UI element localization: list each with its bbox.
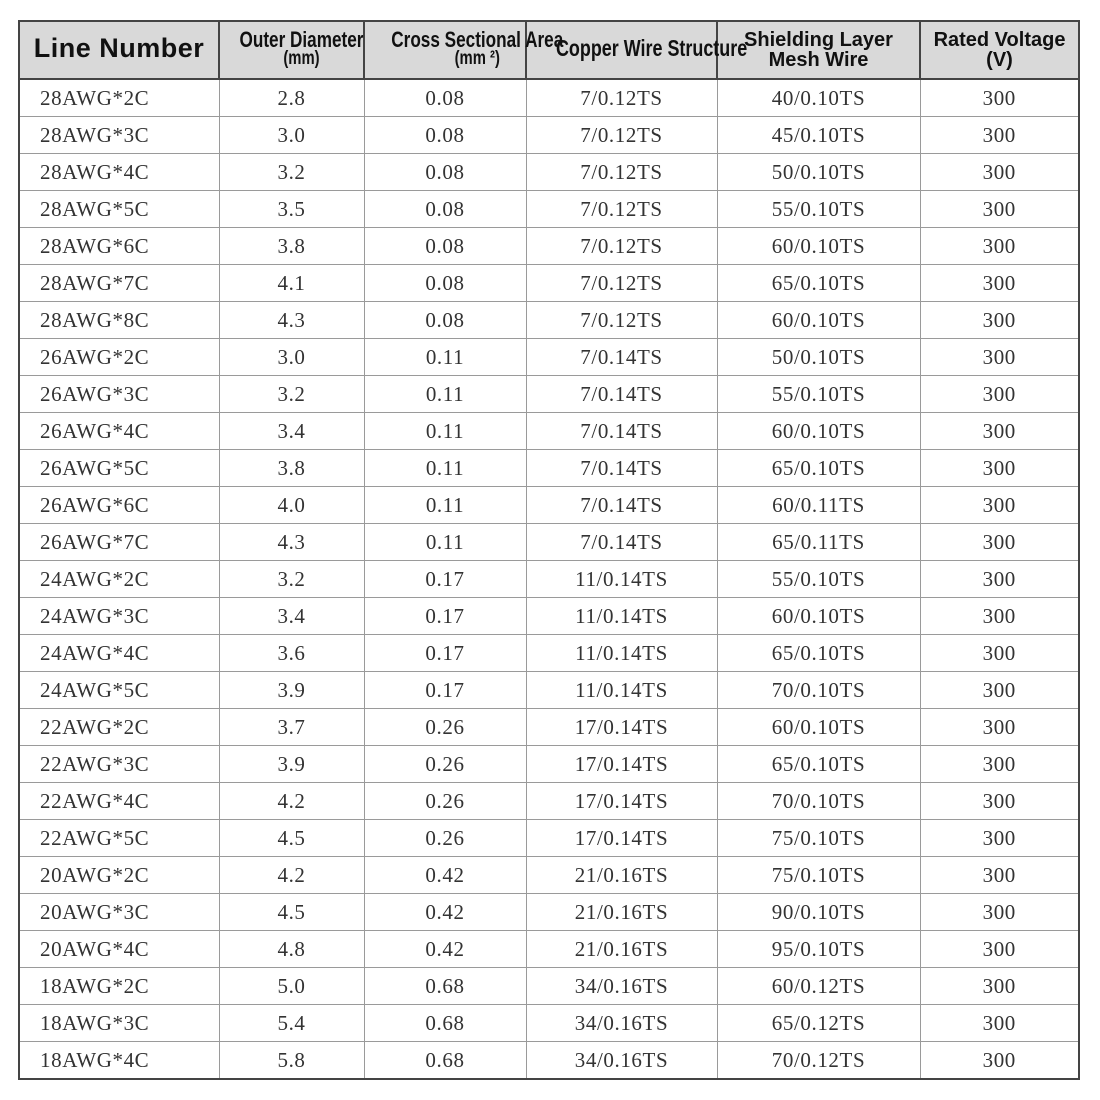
cross-section-cell: 0.26 xyxy=(364,746,526,783)
table-row xyxy=(19,79,1079,117)
rated-voltage-cell: 300 xyxy=(920,1042,1079,1080)
header-line-number xyxy=(19,21,219,79)
cross-section-cell: 0.08 xyxy=(364,79,526,117)
shielding-cell: 65/0.10TS xyxy=(717,746,920,783)
header-shielding-label-1: Shielding Layer xyxy=(744,29,893,51)
line-number-cell: 28AWG*6C xyxy=(19,228,219,265)
shielding-cell: 45/0.10TS xyxy=(717,117,920,154)
line-number-cell: 26AWG*3C xyxy=(19,376,219,413)
line-number-cell: 24AWG*5C xyxy=(19,672,219,709)
table-row xyxy=(19,191,1079,228)
cross-section-cell: 0.08 xyxy=(364,117,526,154)
rated-voltage-cell: 300 xyxy=(920,709,1079,746)
line-number-cell: 20AWG*3C xyxy=(19,894,219,931)
line-number-cell: 26AWG*4C xyxy=(19,413,219,450)
shielding-cell: 75/0.10TS xyxy=(717,857,920,894)
cross-section-cell: 0.08 xyxy=(364,265,526,302)
rated-voltage-cell: 300 xyxy=(920,968,1079,1005)
table-row xyxy=(19,746,1079,783)
outer-diameter-cell: 2.8 xyxy=(219,79,364,117)
rated-voltage-cell: 300 xyxy=(920,339,1079,376)
copper-structure-cell: 11/0.14TS xyxy=(526,561,717,598)
copper-structure-cell: 17/0.14TS xyxy=(526,783,717,820)
rated-voltage-cell: 300 xyxy=(920,857,1079,894)
shielding-cell: 60/0.10TS xyxy=(717,709,920,746)
table-body xyxy=(19,79,1079,1079)
shielding-cell: 70/0.10TS xyxy=(717,672,920,709)
outer-diameter-cell: 4.2 xyxy=(219,857,364,894)
shielding-cell: 75/0.10TS xyxy=(717,820,920,857)
shielding-cell: 50/0.10TS xyxy=(717,154,920,191)
rated-voltage-cell: 300 xyxy=(920,1005,1079,1042)
line-number-cell: 26AWG*7C xyxy=(19,524,219,561)
shielding-cell: 90/0.10TS xyxy=(717,894,920,931)
line-number-cell: 22AWG*2C xyxy=(19,709,219,746)
line-number-cell: 20AWG*4C xyxy=(19,931,219,968)
outer-diameter-cell: 5.0 xyxy=(219,968,364,1005)
outer-diameter-cell: 3.9 xyxy=(219,672,364,709)
copper-structure-cell: 17/0.14TS xyxy=(526,709,717,746)
shielding-cell: 55/0.10TS xyxy=(717,376,920,413)
cross-section-cell: 0.26 xyxy=(364,820,526,857)
shielding-cell: 70/0.12TS xyxy=(717,1042,920,1080)
table-row xyxy=(19,1042,1079,1080)
rated-voltage-cell: 300 xyxy=(920,746,1079,783)
copper-structure-cell: 7/0.12TS xyxy=(526,228,717,265)
shielding-cell: 60/0.10TS xyxy=(717,598,920,635)
copper-structure-cell: 11/0.14TS xyxy=(526,672,717,709)
outer-diameter-cell: 4.8 xyxy=(219,931,364,968)
cross-section-cell: 0.68 xyxy=(364,1005,526,1042)
copper-structure-cell: 21/0.16TS xyxy=(526,931,717,968)
cross-section-cell: 0.42 xyxy=(364,931,526,968)
copper-structure-cell: 17/0.14TS xyxy=(526,746,717,783)
header-cross-section xyxy=(364,21,564,79)
shielding-cell: 60/0.11TS xyxy=(717,487,920,524)
rated-voltage-cell: 300 xyxy=(920,598,1079,635)
rated-voltage-cell: 300 xyxy=(920,376,1079,413)
header-shielding xyxy=(717,21,920,79)
cross-section-cell: 0.08 xyxy=(364,191,526,228)
line-number-cell: 24AWG*2C xyxy=(19,561,219,598)
table-row xyxy=(19,228,1079,265)
table-row xyxy=(19,524,1079,561)
rated-voltage-cell: 300 xyxy=(920,783,1079,820)
cross-section-cell: 0.42 xyxy=(364,857,526,894)
shielding-cell: 65/0.10TS xyxy=(717,450,920,487)
line-number-cell: 26AWG*2C xyxy=(19,339,219,376)
rated-voltage-cell: 300 xyxy=(920,228,1079,265)
table-row xyxy=(19,783,1079,820)
table-row xyxy=(19,487,1079,524)
shielding-cell: 60/0.10TS xyxy=(717,302,920,339)
outer-diameter-cell: 3.2 xyxy=(219,376,364,413)
cross-section-cell: 0.17 xyxy=(364,672,526,709)
table-row xyxy=(19,931,1079,968)
outer-diameter-cell: 4.2 xyxy=(219,783,364,820)
line-number-cell: 22AWG*4C xyxy=(19,783,219,820)
copper-structure-cell: 11/0.14TS xyxy=(526,635,717,672)
outer-diameter-cell: 3.4 xyxy=(219,598,364,635)
cross-section-cell: 0.11 xyxy=(364,487,526,524)
header-shielding-label-2: Mesh Wire xyxy=(768,49,869,71)
cross-section-cell: 0.68 xyxy=(364,1042,526,1080)
rated-voltage-cell: 300 xyxy=(920,487,1079,524)
rated-voltage-cell: 300 xyxy=(920,672,1079,709)
line-number-cell: 20AWG*2C xyxy=(19,857,219,894)
outer-diameter-cell: 3.7 xyxy=(219,709,364,746)
outer-diameter-cell: 3.0 xyxy=(219,339,364,376)
outer-diameter-cell: 3.8 xyxy=(219,228,364,265)
copper-structure-cell: 17/0.14TS xyxy=(526,820,717,857)
cross-section-cell: 0.08 xyxy=(364,228,526,265)
copper-structure-cell: 34/0.16TS xyxy=(526,968,717,1005)
copper-structure-cell: 21/0.16TS xyxy=(526,894,717,931)
copper-structure-cell: 34/0.16TS xyxy=(526,1042,717,1080)
outer-diameter-cell: 5.8 xyxy=(219,1042,364,1080)
cross-section-cell: 0.11 xyxy=(364,376,526,413)
table-row xyxy=(19,339,1079,376)
header-row xyxy=(19,21,1079,79)
line-number-cell: 22AWG*3C xyxy=(19,746,219,783)
shielding-cell: 55/0.10TS xyxy=(717,561,920,598)
line-number-cell: 28AWG*3C xyxy=(19,117,219,154)
line-number-cell: 28AWG*4C xyxy=(19,154,219,191)
table-row xyxy=(19,561,1079,598)
line-number-cell: 22AWG*5C xyxy=(19,820,219,857)
cross-section-cell: 0.08 xyxy=(364,154,526,191)
cable-spec-table xyxy=(18,20,1080,1080)
outer-diameter-cell: 3.9 xyxy=(219,746,364,783)
cross-section-cell: 0.11 xyxy=(364,339,526,376)
cross-section-cell: 0.17 xyxy=(364,635,526,672)
table-row xyxy=(19,894,1079,931)
table-row xyxy=(19,709,1079,746)
copper-structure-cell: 34/0.16TS xyxy=(526,1005,717,1042)
table-header xyxy=(19,21,1079,79)
rated-voltage-cell: 300 xyxy=(920,635,1079,672)
rated-voltage-cell: 300 xyxy=(920,524,1079,561)
shielding-cell: 65/0.10TS xyxy=(717,635,920,672)
line-number-cell: 24AWG*4C xyxy=(19,635,219,672)
outer-diameter-cell: 3.8 xyxy=(219,450,364,487)
shielding-cell: 60/0.10TS xyxy=(717,228,920,265)
header-rated-voltage-unit: (V) xyxy=(986,49,1013,71)
table-row xyxy=(19,598,1079,635)
rated-voltage-cell: 300 xyxy=(920,413,1079,450)
cross-section-cell: 0.17 xyxy=(364,598,526,635)
line-number-cell: 18AWG*2C xyxy=(19,968,219,1005)
copper-structure-cell: 7/0.12TS xyxy=(526,265,717,302)
shielding-cell: 50/0.10TS xyxy=(717,339,920,376)
rated-voltage-cell: 300 xyxy=(920,561,1079,598)
outer-diameter-cell: 4.3 xyxy=(219,524,364,561)
table-row xyxy=(19,376,1079,413)
line-number-cell: 28AWG*7C xyxy=(19,265,219,302)
copper-structure-cell: 7/0.14TS xyxy=(526,376,717,413)
copper-structure-cell: 7/0.14TS xyxy=(526,524,717,561)
outer-diameter-cell: 3.6 xyxy=(219,635,364,672)
outer-diameter-cell: 3.4 xyxy=(219,413,364,450)
table-row xyxy=(19,968,1079,1005)
header-outer-diameter-label: Outer Diameter xyxy=(239,27,364,52)
header-cross-section-unit: (mm ²) xyxy=(454,48,500,69)
line-number-cell: 28AWG*8C xyxy=(19,302,219,339)
cross-section-cell: 0.26 xyxy=(364,709,526,746)
copper-structure-cell: 7/0.14TS xyxy=(526,487,717,524)
outer-diameter-cell: 4.1 xyxy=(219,265,364,302)
copper-structure-cell: 7/0.14TS xyxy=(526,450,717,487)
shielding-cell: 60/0.10TS xyxy=(717,413,920,450)
outer-diameter-cell: 3.2 xyxy=(219,154,364,191)
line-number-cell: 26AWG*6C xyxy=(19,487,219,524)
rated-voltage-cell: 300 xyxy=(920,191,1079,228)
shielding-cell: 95/0.10TS xyxy=(717,931,920,968)
cross-section-cell: 0.26 xyxy=(364,783,526,820)
copper-structure-cell: 7/0.12TS xyxy=(526,117,717,154)
rated-voltage-cell: 300 xyxy=(920,820,1079,857)
header-rated-voltage-label: Rated Voltage xyxy=(933,29,1066,51)
cross-section-cell: 0.08 xyxy=(364,302,526,339)
cross-section-cell: 0.68 xyxy=(364,968,526,1005)
header-outer-diameter xyxy=(219,21,364,79)
rated-voltage-cell: 300 xyxy=(920,894,1079,931)
outer-diameter-cell: 4.0 xyxy=(219,487,364,524)
table-row xyxy=(19,117,1079,154)
outer-diameter-cell: 4.5 xyxy=(219,894,364,931)
cross-section-cell: 0.11 xyxy=(364,413,526,450)
table-row xyxy=(19,672,1079,709)
spec-sheet xyxy=(18,20,1078,1080)
table-row xyxy=(19,1005,1079,1042)
copper-structure-cell: 11/0.14TS xyxy=(526,598,717,635)
line-number-cell: 18AWG*4C xyxy=(19,1042,219,1080)
shielding-cell: 40/0.10TS xyxy=(717,79,920,117)
table-row xyxy=(19,857,1079,894)
rated-voltage-cell: 300 xyxy=(920,117,1079,154)
cross-section-cell: 0.42 xyxy=(364,894,526,931)
table-row xyxy=(19,413,1079,450)
header-cross-section-label: Cross Sectional Area xyxy=(391,27,564,52)
copper-structure-cell: 7/0.12TS xyxy=(526,191,717,228)
table-row xyxy=(19,635,1079,672)
table-row xyxy=(19,450,1079,487)
rated-voltage-cell: 300 xyxy=(920,931,1079,968)
copper-structure-cell: 7/0.12TS xyxy=(526,79,717,117)
header-copper-structure-label: Copper Wire Structure xyxy=(555,35,748,61)
outer-diameter-cell: 3.0 xyxy=(219,117,364,154)
header-rated-voltage xyxy=(920,21,1079,79)
copper-structure-cell: 21/0.16TS xyxy=(526,857,717,894)
outer-diameter-cell: 4.3 xyxy=(219,302,364,339)
table-row xyxy=(19,154,1079,191)
outer-diameter-cell: 3.5 xyxy=(219,191,364,228)
line-number-cell: 24AWG*3C xyxy=(19,598,219,635)
shielding-cell: 65/0.11TS xyxy=(717,524,920,561)
header-outer-diameter-unit: (mm) xyxy=(283,48,320,69)
rated-voltage-cell: 300 xyxy=(920,302,1079,339)
rated-voltage-cell: 300 xyxy=(920,265,1079,302)
rated-voltage-cell: 300 xyxy=(920,79,1079,117)
outer-diameter-cell: 3.2 xyxy=(219,561,364,598)
line-number-cell: 18AWG*3C xyxy=(19,1005,219,1042)
copper-structure-cell: 7/0.14TS xyxy=(526,339,717,376)
copper-structure-cell: 7/0.12TS xyxy=(526,302,717,339)
table-row xyxy=(19,820,1079,857)
cross-section-cell: 0.11 xyxy=(364,450,526,487)
rated-voltage-cell: 300 xyxy=(920,450,1079,487)
outer-diameter-cell: 4.5 xyxy=(219,820,364,857)
line-number-cell: 28AWG*5C xyxy=(19,191,219,228)
shielding-cell: 55/0.10TS xyxy=(717,191,920,228)
cross-section-cell: 0.11 xyxy=(364,524,526,561)
cross-section-cell: 0.17 xyxy=(364,561,526,598)
shielding-cell: 70/0.10TS xyxy=(717,783,920,820)
table-row xyxy=(19,302,1079,339)
rated-voltage-cell: 300 xyxy=(920,154,1079,191)
copper-structure-cell: 7/0.14TS xyxy=(526,413,717,450)
line-number-cell: 28AWG*2C xyxy=(19,79,219,117)
header-line-number-label: Line Number xyxy=(33,32,205,63)
shielding-cell: 65/0.10TS xyxy=(717,265,920,302)
copper-structure-cell: 7/0.12TS xyxy=(526,154,717,191)
line-number-cell: 26AWG*5C xyxy=(19,450,219,487)
shielding-cell: 60/0.12TS xyxy=(717,968,920,1005)
shielding-cell: 65/0.12TS xyxy=(717,1005,920,1042)
outer-diameter-cell: 5.4 xyxy=(219,1005,364,1042)
table-row xyxy=(19,265,1079,302)
